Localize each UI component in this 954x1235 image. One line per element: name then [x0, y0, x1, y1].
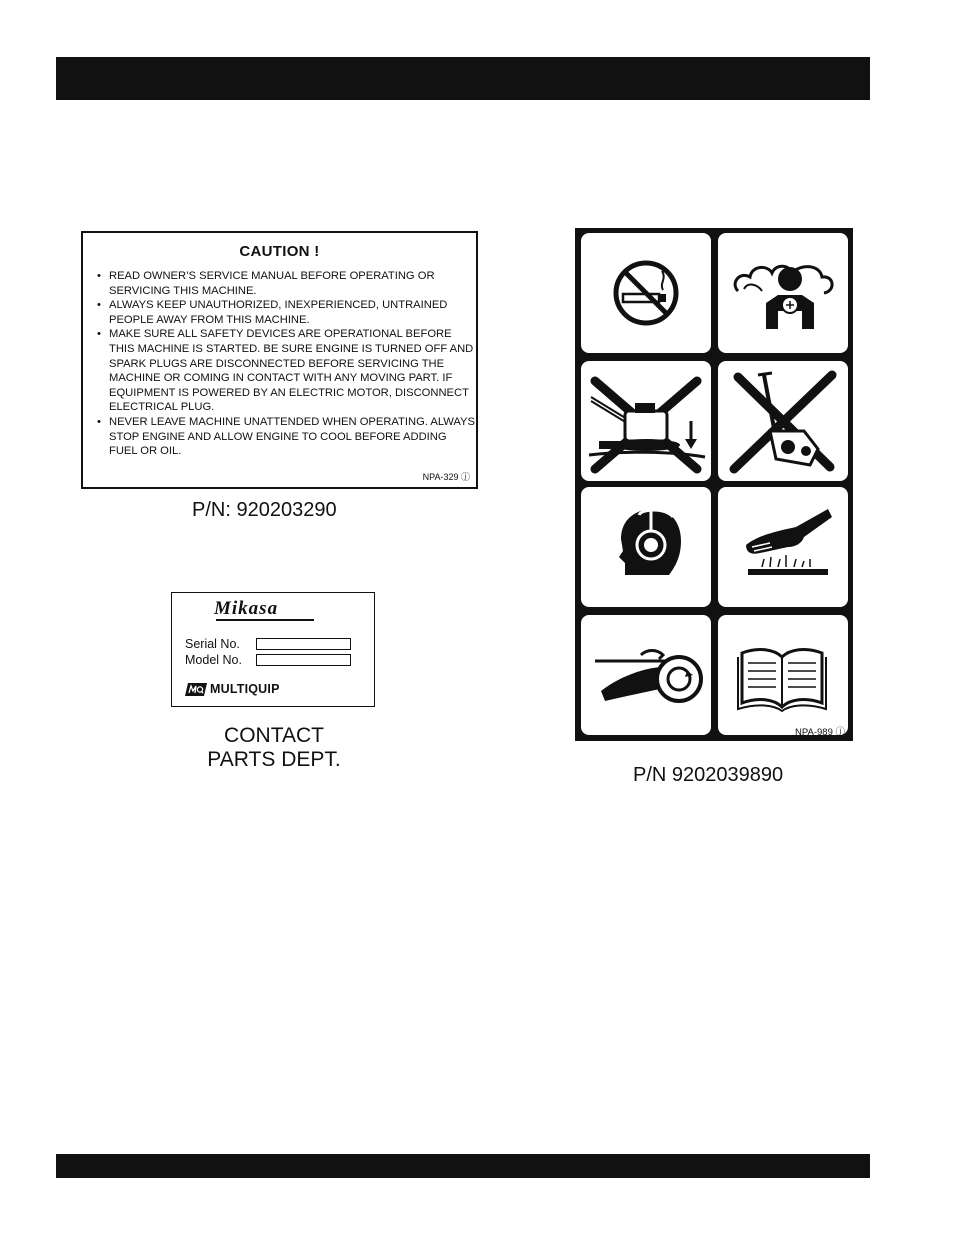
caution-decal — [81, 231, 478, 489]
caution-title: CAUTION ! — [239, 243, 320, 260]
hearing-protection-icon — [581, 487, 711, 607]
caution-part-number: P/N: 920203290 — [192, 499, 337, 521]
no-lifting-machine-icon — [581, 361, 711, 481]
rotating-parts-hand-hazard-icon — [581, 615, 711, 735]
brand-logo: Mikasa — [214, 598, 279, 619]
no-smoking-icon — [581, 233, 711, 353]
model-label: Model No. — [185, 653, 242, 667]
caution-item: • ALWAYS KEEP UNAUTHORIZED, INEXPERIENCED, UNTRAINED PEOPLE AWAY FROM THIS MACHINE. — [97, 298, 475, 327]
pictogram-part-number: P/N 9202039890 — [633, 764, 784, 786]
maker-name: MULTIQUIP — [210, 682, 280, 696]
contact-line: CONTACT PARTS DEPT. — [207, 724, 341, 771]
header-bar — [56, 57, 870, 100]
caution-item: • NEVER LEAVE MACHINE UNATTENDED WHEN OPERATING. ALWAYS STOP ENGINE AND ALLOW ENGINE TO COOL BEFORE ADDING FUEL OR OIL. — [97, 415, 475, 459]
no-tipping-machine-icon — [718, 361, 848, 481]
toxic-fumes-icon — [718, 233, 848, 353]
hot-surface-icon — [718, 487, 848, 607]
model-field — [256, 654, 351, 666]
caution-list — [97, 269, 475, 459]
serial-plate — [171, 592, 375, 707]
brand-underline — [216, 619, 314, 621]
pictogram-decal — [575, 228, 853, 741]
caution-item: • READ OWNER’S SERVICE MANUAL BEFORE OPERATING OR SERVICING THIS MACHINE. — [97, 269, 475, 298]
read-manual-icon — [718, 615, 848, 735]
serial-label: Serial No. — [185, 637, 240, 651]
pictogram-decal-code: NPA-989 ⓙ — [795, 727, 845, 738]
caution-item: • MAKE SURE ALL SAFETY DEVICES ARE OPERATIONAL BEFORE THIS MACHINE IS STARTED. BE SURE ENGINE IS TURNED OFF AND SPARK PLUGS ARE DISCONNECTED BEFORE SERVICING THE MACHINE OR COMING IN CONTACT WITH ANY MOVING PART. IF EQUIPMENT IS POWERED BY AN ELECTRIC MOTOR, DISCONNECT ELECTRICAL PLUG. — [97, 327, 475, 415]
contact-note — [199, 724, 349, 772]
mq-logo-icon — [185, 683, 207, 696]
caution-decal-code: NPA-329 ⓙ — [422, 472, 470, 482]
footer-bar — [56, 1154, 870, 1178]
serial-field — [256, 638, 351, 650]
